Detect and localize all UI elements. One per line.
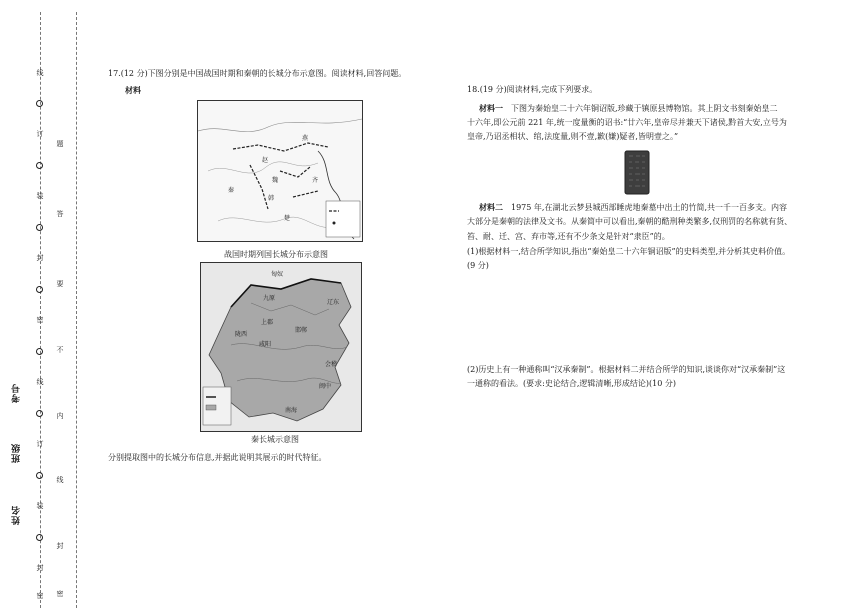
seal-char: 封 [36, 254, 44, 262]
q18-material2-label: 材料二 [479, 202, 503, 212]
map2-label: 闽中 [319, 383, 332, 390]
map2-label: 九原 [263, 295, 276, 302]
q18-material1-label: 材料一 [479, 103, 503, 113]
exam-number-field: 考号 [12, 383, 22, 403]
q18-material2-text: 1975 年,在湖北云梦县城西部睡虎地秦墓中出土的竹简,共一千一百多支。内容 [511, 203, 787, 212]
map2-label: 邯郸 [295, 327, 308, 334]
q18-material2-line [467, 201, 823, 214]
q18-subq1-score: (9 分) [467, 261, 489, 270]
qin-wall-map [200, 262, 362, 432]
bronze-edict-plate-image [624, 150, 650, 195]
seal-char: 封 [36, 564, 44, 572]
warring-states-wall-map [197, 100, 363, 242]
seal-circle [36, 286, 43, 293]
q18-material2-text: 大部分是秦朝的法律及文书。从秦简中可以看出,秦朝的酷刑种类繁多,仅刑罚的名称就有货、 [467, 217, 793, 226]
map1-label: 楚 [284, 215, 291, 222]
q18-subq1: (1)根据材料一,结合所学知识,指出“秦始皇二十六年铜诏版”的史料类型,并分析其史料价值。 [467, 247, 791, 256]
q17-material-label: 材料 [125, 85, 141, 95]
seal-circle [36, 472, 43, 479]
seal-char: 装 [36, 192, 44, 200]
q18-stem: 18.(19 分)阅读材料,完成下列要求。 [467, 85, 598, 94]
map2-label: 辽东 [327, 299, 340, 306]
q17-stem: 17.(12 分)下图分别是中国战国时期和秦朝的长城分布示意图。阅读材料,回答问题。 [108, 69, 407, 78]
seal-char: 订 [36, 440, 44, 448]
q17-question: 分别提取图中的长城分布信息,并据此说明其展示的时代特征。 [108, 453, 327, 462]
q18-material1-text: 下图为秦始皇二十六年铜诏版,珍藏于镇原县博物馆。其上阴文书刻秦始皇二 [511, 104, 778, 113]
map2-label: 陇西 [235, 331, 248, 338]
seal-circle [36, 534, 43, 541]
bronze-plate-drawing [624, 150, 650, 195]
question-18 [467, 84, 823, 390]
name-field: 姓名 [12, 505, 22, 525]
map2-label: 会稽 [325, 361, 338, 368]
q18-material1-text: 皇帝,乃诏丞相状、绾,法度量,则不壹,歉(嫌)疑者,皆明壹之。” [467, 132, 679, 141]
q18-subq2: 一通称的看法。(要求:史论结合,逻辑清晰,形成结论)(10 分) [467, 379, 676, 388]
seal-char: 密 [36, 316, 44, 324]
q18-material1-text: 十六年,即公元前 221 年,统一度量衡的诏书:“廿六年,皇帝尽并兼天下诸侯,黔首大安,立号为 [467, 118, 787, 127]
warring-states-map-drawing [198, 101, 362, 241]
map1-label: 魏 [272, 177, 279, 184]
qin-map-drawing [201, 263, 361, 431]
map1-label: 韩 [268, 195, 275, 202]
map2-label: 咸阳 [259, 341, 272, 348]
seal-char: 要 [56, 280, 64, 288]
seal-char: 线 [36, 69, 44, 77]
seal-dashed-line-inner [76, 12, 77, 608]
seal-circle [36, 410, 43, 417]
q18-subq2: (2)历史上有一种通称叫“汉承秦制”。根据材料二并结合所学的知识,谈谈你对“汉承秦制”这 [467, 365, 786, 374]
seal-circle [36, 100, 43, 107]
binding-margin [0, 0, 85, 608]
seal-char: 密 [56, 590, 64, 598]
seal-char: 装 [36, 502, 44, 510]
map2-label: 上郡 [261, 319, 274, 326]
seal-char: 不 [56, 346, 64, 354]
seal-circle [36, 348, 43, 355]
seal-circle [36, 162, 43, 169]
map1-caption: 战国时期列国长城分布示意图 [224, 250, 328, 259]
q18-material2-text: 笞、耐、迁、宫、弃市等,还有不少条文是针对“隶臣”的。 [467, 232, 670, 241]
q18-material1-line [467, 102, 823, 115]
class-field: 班级 [12, 443, 22, 463]
question-17 [108, 68, 438, 80]
seal-char: 订 [36, 130, 44, 138]
seal-char: 线 [56, 476, 64, 484]
seal-char: 线 [36, 378, 44, 386]
map1-label: 赵 [262, 157, 269, 164]
map1-label: 齐 [312, 177, 319, 184]
seal-circle [36, 224, 43, 231]
seal-char: 内 [56, 412, 64, 420]
map1-label: 秦 [228, 187, 235, 194]
seal-char: 题 [56, 140, 64, 148]
seal-char: 封 [56, 542, 64, 550]
map1-label: 燕 [302, 135, 309, 142]
seal-char: 答 [56, 210, 64, 218]
map2-label: 南海 [285, 407, 298, 414]
map2-caption: 秦长城示意图 [251, 435, 299, 444]
map2-label: 匈奴 [271, 271, 284, 278]
seal-char: 密 [36, 592, 44, 600]
